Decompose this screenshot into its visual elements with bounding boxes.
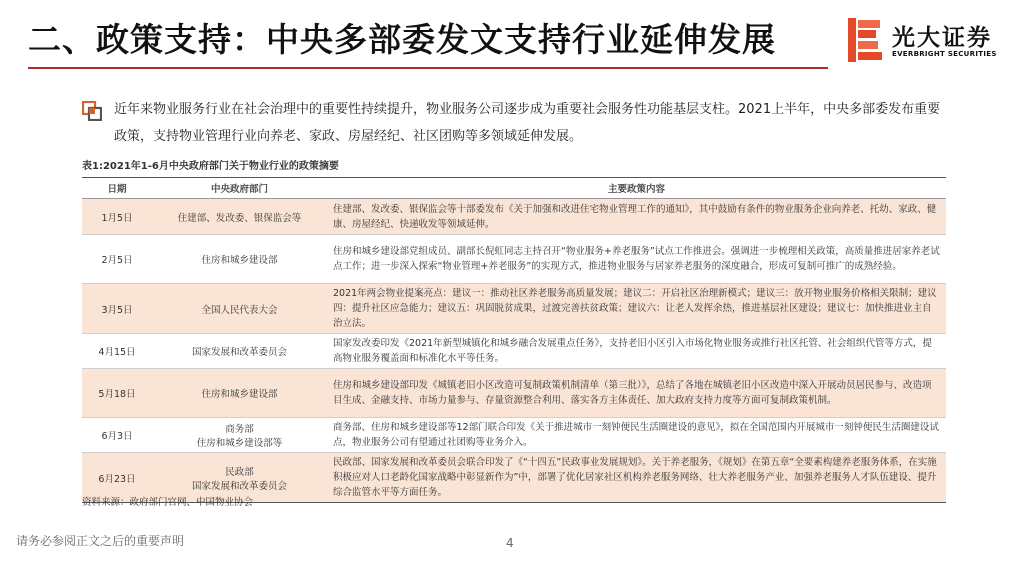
logo-chinese-name: 光大证券 <box>892 25 992 51</box>
table-row <box>82 369 946 418</box>
row-dept <box>152 284 327 334</box>
row-content: 住房和城乡建设部印发《城镇老旧小区改造可复制政策机制清单（第三批）》，总结了各地在城镇老旧小区改造中深入开展动员居民参与、改造项目生成、金融支持、市场力量参与、存量资源整合利用、落实各方主体责任、加大政府支持力度等方面可复制政策机制。 <box>327 369 946 418</box>
row-date: 5月18日 <box>82 369 152 418</box>
everbright-logo <box>848 18 1018 62</box>
dept-line: 国家发展和改革委员会 <box>191 347 287 358</box>
table-caption: 表1:2021年1-6月中央政府部门关于物业行业的政策摘要 <box>82 161 339 172</box>
table-row <box>82 284 946 334</box>
row-date: 4月15日 <box>82 334 152 369</box>
logo-english-name: EVERBRIGHT SECURITIES <box>892 50 997 58</box>
header-dept: 中央政府部门 <box>152 178 327 199</box>
policy-table <box>82 177 946 503</box>
everbright-logo-icon <box>848 18 882 62</box>
row-content: 2021年两会物业提案亮点：建议一：推动社区养老服务高质量发展；建议二：开启社区治理新模式；建议三：放开物业服务价格相关限制；建议四：提升社区应急能力；建议五：巩固脱贫成果，过渡完善扶贫政策；建议六：让老人发挥余热，推进基层社区建设；建议七：加快推进业主自治立法。 <box>327 284 946 334</box>
dept-line: 民政部 <box>225 466 254 478</box>
header-date: 日期 <box>82 178 152 199</box>
header-content: 主要政策内容 <box>327 178 946 199</box>
dept-line: 商务部 <box>225 424 254 435</box>
row-date: 1月5日 <box>82 199 152 235</box>
table-row <box>82 235 946 284</box>
table-row <box>82 199 946 235</box>
row-date: 2月5日 <box>82 235 152 284</box>
bullet-square-icon <box>82 101 102 121</box>
table-header-row <box>82 178 946 199</box>
title-divider <box>28 67 828 69</box>
table-row <box>82 334 946 369</box>
dept-line: 住建部、发改委、银保监会等 <box>177 212 302 224</box>
row-dept <box>152 235 327 284</box>
row-content: 住房和城乡建设部党组成员、副部长倪虹同志主持召开“物业服务+养老服务”试点工作推进会。强调进一步梳理相关政策，高质量推进居家养老试点工作；进一步深入探索“物业管理+养老服务”的实现方式，推进物业服务与居家养老服务的深度融合，形成可复制可推广的成熟经验。 <box>327 235 946 284</box>
page-title: 二、政策支持：中央多部委发文支持行业延伸发展 <box>28 20 776 59</box>
table-source: 资料来源：政府部门官网、中国物业协会 <box>82 497 254 508</box>
row-date: 3月5日 <box>82 284 152 334</box>
row-content: 住建部、发改委、银保监会等十部委发布《关于加强和改进住宅物业管理工作的通知》，其中鼓励有条件的物业服务企业向养老、托幼、家政、健康、房屋经纪、快递收发等领域延伸。 <box>327 199 946 235</box>
row-dept <box>152 418 327 453</box>
row-content: 民政部、国家发展和改革委员会联合印发了《“十四五”民政事业发展规划》。关于养老服务，《规划》在第五章“全要素构建养老服务体系，在实施积极应对人口老龄化国家战略中彰显新作为”中，部署了优化居家社区机构养老服务网络、壮大养老服务产业、加强养老服务人才队伍建设、提升综合监管水平等方面任务。 <box>327 453 946 503</box>
row-dept <box>152 334 327 369</box>
dept-line: 住房和城乡建设部 <box>201 255 278 266</box>
row-content: 商务部、住房和城乡建设部等12部门联合印发《关于推进城市一刻钟便民生活圈建设的意见》，拟在全国范围内开展城市一刻钟便民生活圈建设试点，物业服务公司有望通过社团购等业务介入。 <box>327 418 946 453</box>
row-date: 6月3日 <box>82 418 152 453</box>
row-dept <box>152 199 327 235</box>
row-dept <box>152 369 327 418</box>
row-content: 国家发改委印发《2021年新型城镇化和城乡融合发展重点任务》，支持老旧小区引入市场化物业服务或推行社区托管、社会组织代管等方式，提高物业服务覆盖面和标准化水平等任务。 <box>327 334 946 369</box>
dept-line: 国家发展和改革委员会 <box>191 480 287 492</box>
dept-line: 住房和城乡建设部 <box>201 389 278 400</box>
disclaimer-note: 请务必参阅正文之后的重要声明 <box>16 534 185 548</box>
table-row <box>82 418 946 453</box>
dept-line: 全国人民代表大会 <box>201 304 278 316</box>
page-number: 4 <box>506 536 514 550</box>
row-date: 6月23日 <box>82 453 152 503</box>
intro-paragraph: 近年来物业服务行业在社会治理中的重要性持续提升，物业服务公司逐步成为重要社会服务性功能基层支柱。2021上半年，中央多部委发布重要政策，支持物业管理行业向养老、家政、房屋经纪、社区团购等多领域延伸发展。 <box>114 102 941 144</box>
dept-line: 住房和城乡建设部等 <box>196 438 283 449</box>
